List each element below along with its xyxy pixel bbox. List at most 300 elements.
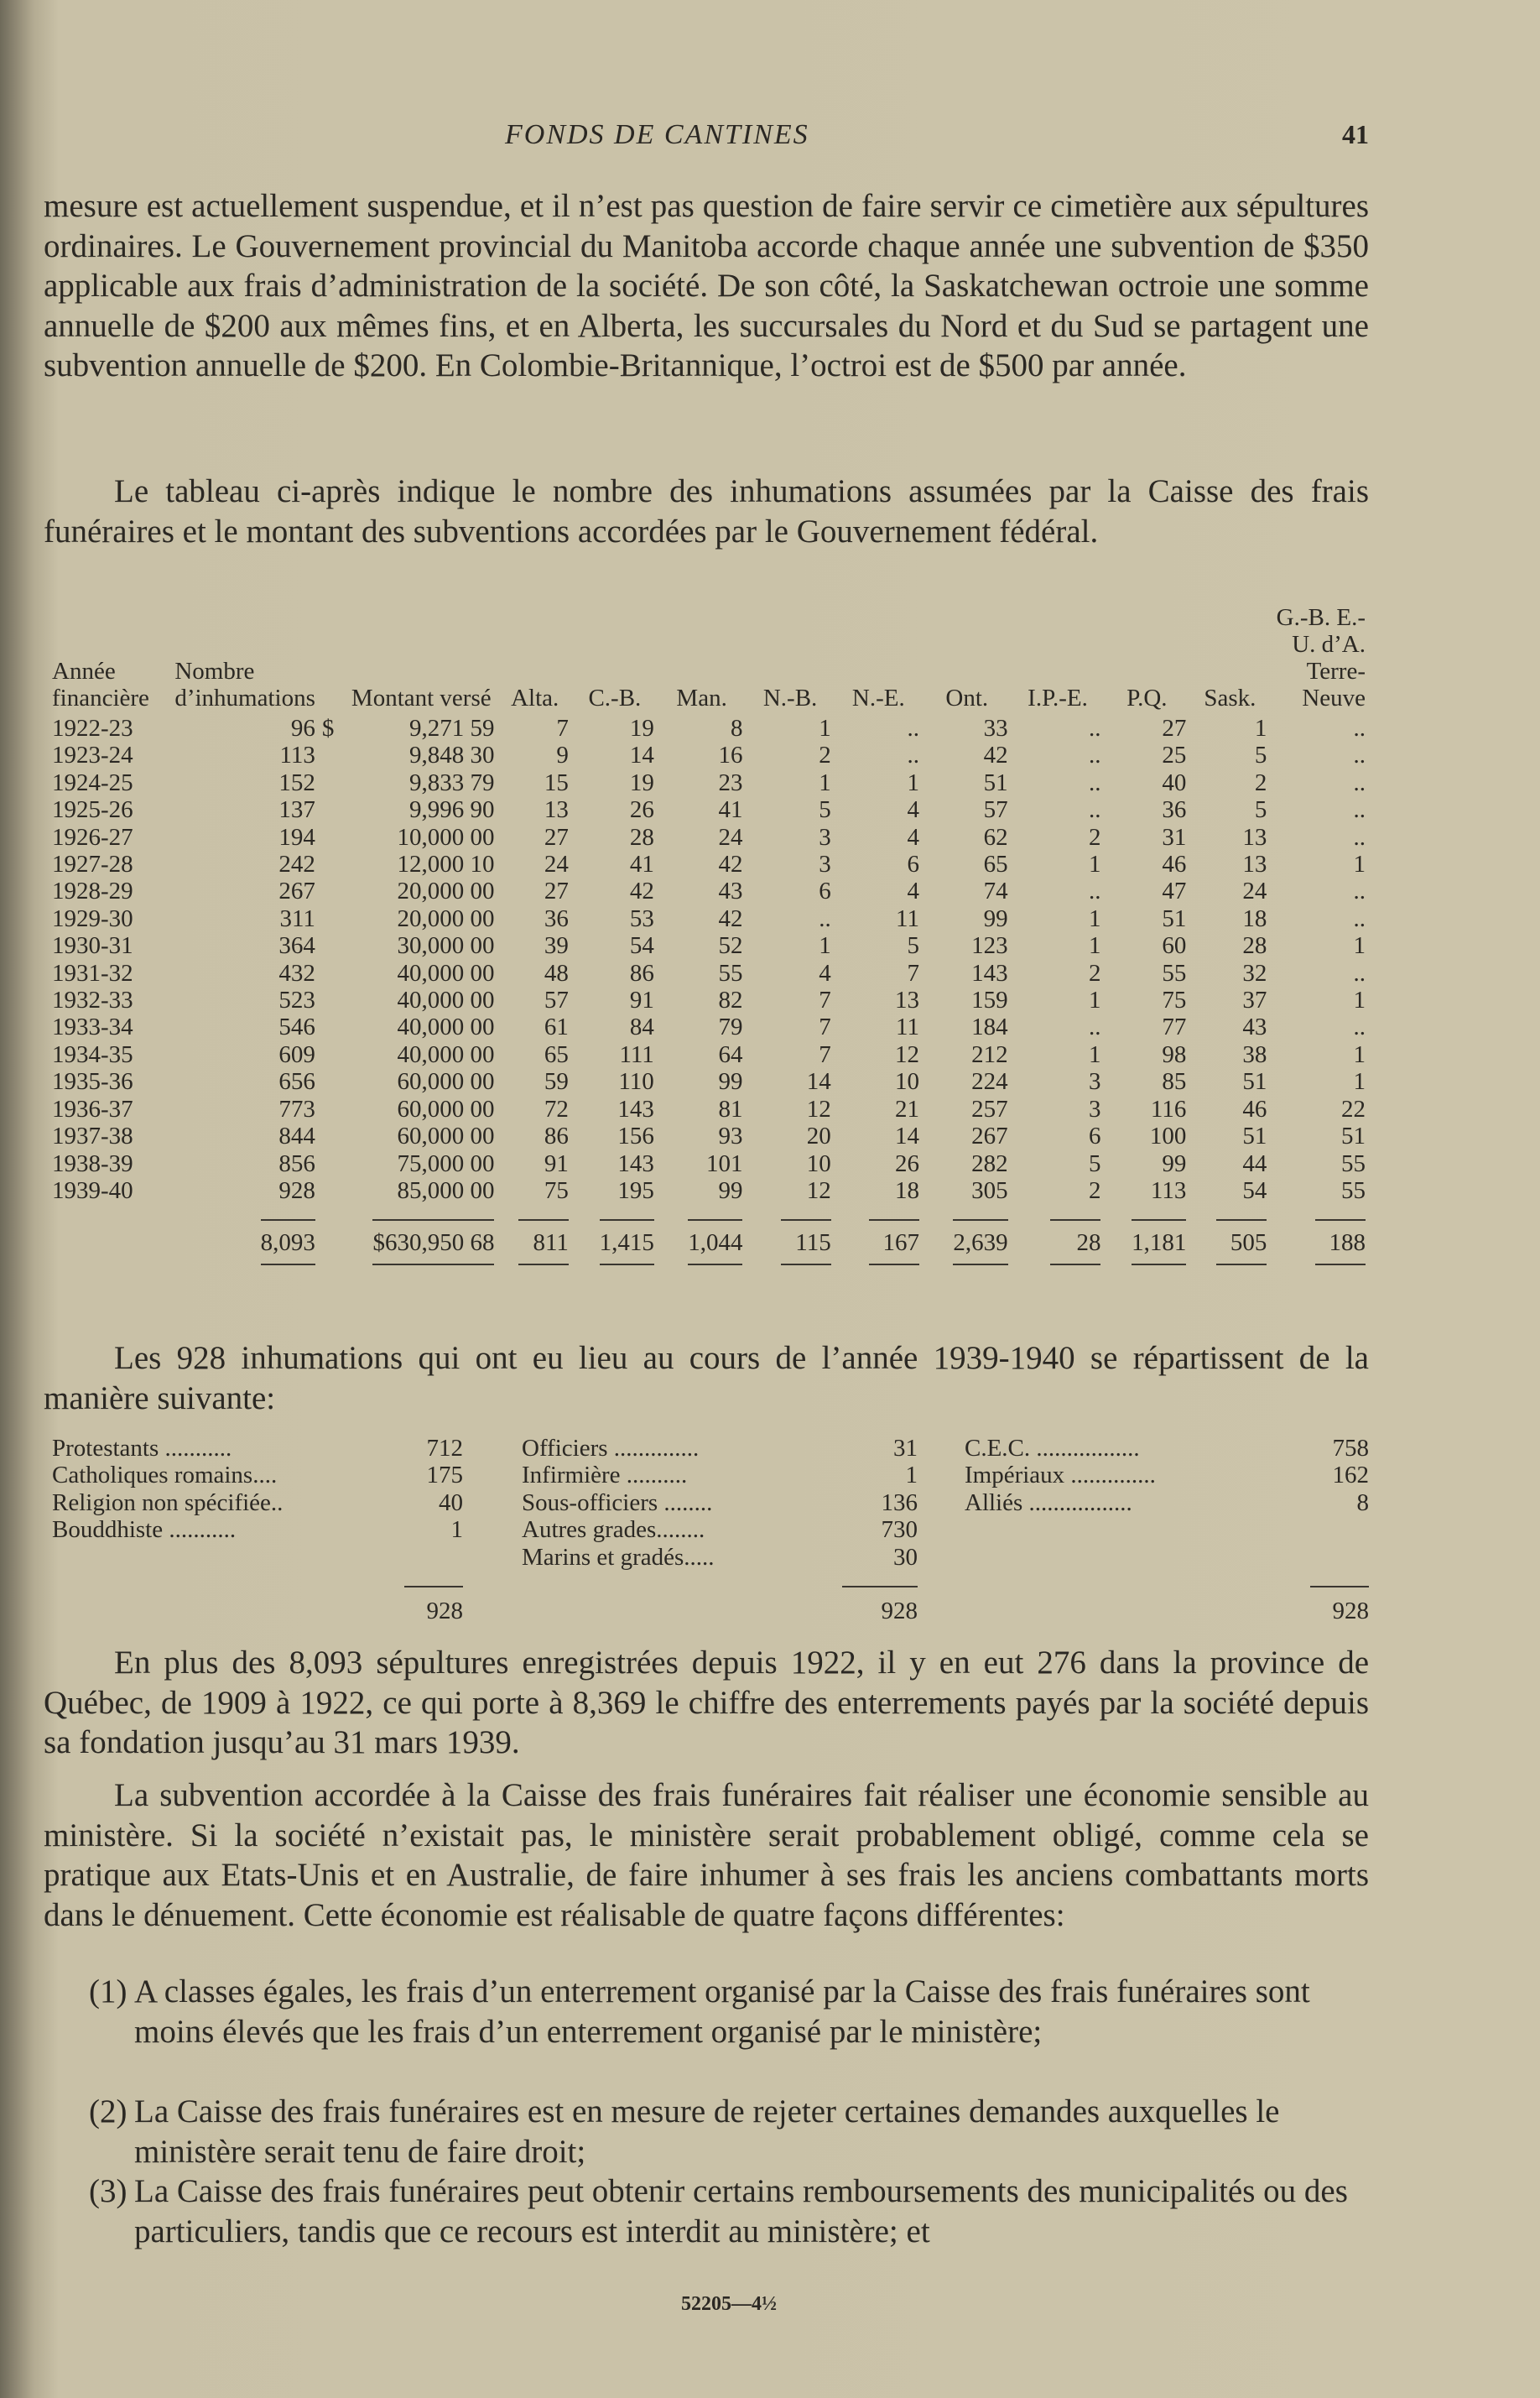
table-cell: 84 — [629, 1014, 654, 1041]
table-header-row — [49, 604, 1369, 715]
table-cell: 27 — [1162, 715, 1187, 742]
table-total-cell — [923, 1204, 1012, 1276]
total-value: 188 — [1315, 1219, 1366, 1264]
paragraph-3: Les 928 inhumations qui ont eu lieu au cours de l’année 1939-1940 se répartissent de la manière suivante: — [44, 1340, 1369, 1416]
total-value: 28 — [1050, 1219, 1100, 1264]
table-cell: 152 — [278, 769, 315, 796]
table-cell: 39 — [544, 932, 569, 960]
table-cell: 13 — [894, 987, 919, 1014]
table-cell: 1922-23 — [52, 715, 133, 742]
table-row — [49, 742, 1369, 769]
distribution-row — [965, 1462, 1369, 1488]
col-header-annee: Année financière — [52, 658, 149, 712]
table-cell: 74 — [983, 878, 1008, 905]
col-header-nombre: Nombre d’inhumations — [174, 658, 315, 712]
table-cell: 1 — [819, 769, 831, 796]
table-cell: 1 — [1353, 932, 1366, 960]
table-cell — [319, 1150, 345, 1177]
table-cell: .. — [819, 904, 831, 932]
table-cell: 26 — [629, 796, 654, 824]
col-header-dollar — [319, 604, 345, 715]
table-cell: 656 — [278, 1068, 315, 1096]
table-cell: 62 — [983, 823, 1008, 851]
table-row — [49, 1123, 1369, 1149]
table-cell: 33 — [983, 715, 1008, 742]
total-value: 1,044 — [688, 1219, 742, 1264]
table-cell: 60,000 00 — [397, 1123, 495, 1150]
list-text: La Caisse des frais funéraires est en mesure de rejeter certaines demandes auxquelles le ministère serait tenu de faire droit; — [134, 2093, 1280, 2170]
running-header — [44, 119, 1369, 153]
total-value: 1,181 — [1132, 1219, 1186, 1264]
list-text: La Caisse des frais funéraires peut obtenir certains remboursements des municipalités ou des particuliers, tandis que ce recours est interdit au ministère; et — [134, 2173, 1348, 2249]
table-cell — [319, 960, 345, 987]
distribution-value: 1 — [450, 1516, 463, 1544]
total-value: $630,950 68 — [372, 1219, 494, 1264]
table-cell: 844 — [278, 1123, 315, 1150]
paragraph-5: La subvention accordée à la Caisse des frais funéraires fait réaliser une économie sensible au ministère. Si la société n’existait pas, le ministère serait probablement obligé, comme cela se pratique aux Etats-Unis et en Australie, de faire inhumer à ses frais les anciens combattants morts dans le dénuement. Cette économie est réalisable de quatre façons différentes: — [44, 1777, 1369, 1933]
table-cell: 116 — [1150, 1095, 1187, 1123]
table-cell: .. — [1353, 1014, 1366, 1041]
table-cell: 25 — [1162, 742, 1187, 769]
table-cell: 51 — [1162, 904, 1187, 932]
table-cell: 64 — [718, 1040, 743, 1068]
table-cell: 1924-25 — [52, 769, 133, 796]
table-cell: .. — [1088, 742, 1101, 769]
table-cell: 311 — [279, 904, 315, 932]
table-total-cell — [319, 1204, 498, 1276]
col-header-gb: G.-B. E.-U. d’A. Terre-Neuve — [1276, 604, 1366, 712]
table-cell: .. — [1088, 878, 1101, 905]
table-cell — [319, 932, 345, 959]
table-cell: .. — [1353, 715, 1366, 742]
table-cell: 1938-39 — [52, 1149, 133, 1177]
table-row — [49, 824, 1369, 851]
table-cell: 111 — [619, 1040, 654, 1068]
table-cell: 40,000 00 — [397, 1014, 495, 1041]
table-cell: 773 — [278, 1095, 315, 1123]
table-cell: 11 — [896, 1014, 919, 1041]
table-cell: 24 — [718, 823, 743, 851]
distribution-label: Officiers .............. — [522, 1435, 700, 1462]
table-cell: 75 — [544, 1176, 569, 1204]
distribution-row — [965, 1489, 1369, 1516]
table-total-cell — [1012, 1204, 1105, 1276]
distribution-value: 730 — [881, 1516, 918, 1544]
table-cell: 242 — [278, 851, 315, 878]
table-cell: 3 — [819, 851, 831, 878]
table-cell: 52 — [718, 932, 743, 960]
table-cell: 1 — [1353, 987, 1366, 1014]
table-cell: 432 — [278, 959, 315, 987]
table-row — [49, 1041, 1369, 1068]
distribution-row — [52, 1489, 463, 1516]
table-cell: 51 — [1341, 1123, 1366, 1150]
table-cell: 364 — [278, 932, 315, 960]
table-cell: 1932-33 — [52, 987, 133, 1014]
table-cell: 305 — [971, 1176, 1008, 1204]
list-item — [89, 2092, 1369, 2171]
distribution-row — [965, 1435, 1369, 1462]
table-cell: 21 — [894, 1095, 919, 1123]
table-cell: $ — [321, 715, 335, 742]
table-cell: 5 — [1254, 742, 1267, 769]
table-cell: 1923-24 — [52, 742, 133, 769]
table-cell: 2 — [1088, 959, 1101, 987]
table-cell: 113 — [1150, 1176, 1187, 1204]
table-cell: 24 — [1242, 878, 1267, 905]
table-cell: 79 — [718, 1014, 743, 1041]
table-cell — [319, 1123, 345, 1149]
total-value: 1,415 — [600, 1219, 654, 1264]
table-cell: 1933-34 — [52, 1014, 133, 1041]
table-cell: 1 — [1088, 987, 1101, 1014]
table-cell — [319, 824, 345, 851]
table-cell — [319, 1068, 345, 1095]
table-cell: 36 — [544, 904, 569, 932]
table-cell: 5 — [1088, 1149, 1101, 1177]
table-cell: 546 — [278, 1014, 315, 1041]
table-cell: 20,000 00 — [397, 904, 495, 932]
table-cell: 1927-28 — [52, 851, 133, 878]
total-value: 167 — [869, 1219, 919, 1264]
table-cell: 110 — [618, 1068, 654, 1096]
table-cell — [319, 796, 345, 823]
table-cell: 14 — [806, 1068, 831, 1096]
table-cell: 18 — [894, 1176, 919, 1204]
table-total-cell — [572, 1204, 658, 1276]
table-cell: 1 — [819, 932, 831, 960]
table-row — [49, 796, 1369, 823]
table-cell: 1928-29 — [52, 878, 133, 905]
table-cell: 1 — [1088, 904, 1101, 932]
table-total-row — [49, 1204, 1369, 1276]
table-cell: 9,996 90 — [408, 796, 495, 824]
table-cell: 156 — [617, 1123, 654, 1150]
table-cell: 1925-26 — [52, 796, 133, 824]
table-cell: 54 — [629, 932, 654, 960]
table-cell: .. — [1088, 796, 1101, 824]
table-cell: 55 — [1341, 1149, 1366, 1177]
table-cell: 195 — [617, 1176, 654, 1204]
table-cell: 20,000 00 — [397, 878, 495, 905]
distribution-label: Catholiques romains.... — [52, 1462, 278, 1489]
table-cell: .. — [1088, 1014, 1101, 1041]
table-total-cell — [171, 1204, 319, 1276]
table-cell: 100 — [1149, 1123, 1187, 1150]
table-cell: 6 — [907, 851, 919, 878]
table-row — [49, 987, 1369, 1014]
table-cell: 57 — [544, 987, 569, 1014]
distribution-value: 162 — [1332, 1462, 1369, 1489]
distribution-row — [522, 1489, 918, 1516]
table-row — [49, 960, 1369, 987]
burials-table — [49, 604, 1369, 1277]
table-cell: 82 — [718, 987, 743, 1014]
table-cell: 12 — [806, 1095, 831, 1123]
table-cell: 2 — [1088, 1176, 1101, 1204]
table-cell: 1930-31 — [52, 932, 133, 960]
table-cell — [319, 1096, 345, 1123]
table-cell: 40 — [1162, 769, 1187, 796]
table-total-cell — [1270, 1204, 1369, 1276]
distribution-row — [52, 1462, 463, 1488]
table-cell: 143 — [971, 959, 1008, 987]
table-cell: 99 — [718, 1068, 743, 1096]
table-cell: 4 — [819, 959, 831, 987]
table-cell: .. — [1353, 878, 1366, 905]
distribution-value: 31 — [893, 1435, 918, 1462]
list-number: (2) — [89, 2093, 127, 2130]
distribution-rank — [522, 1435, 918, 1571]
table-cell: 12 — [806, 1176, 831, 1204]
table-cell: .. — [1353, 823, 1366, 851]
footer-code: 52205—4½ — [681, 2293, 777, 2315]
distribution-value: 1 — [905, 1462, 918, 1489]
table-cell: 212 — [971, 1040, 1008, 1068]
col-header-sask: Sask. — [1204, 685, 1256, 712]
table-cell: 1 — [1088, 851, 1101, 878]
table-cell — [49, 1204, 171, 1276]
paragraph-2: Le tableau ci-après indique le nombre des inhumations assumées par la Caisse des frais funéraires et le montant des subventions accordées par le Gouvernement fédéral. — [44, 473, 1369, 550]
distribution-value: 175 — [426, 1462, 463, 1489]
table-row — [49, 932, 1369, 959]
table-cell: 40,000 00 — [397, 959, 495, 987]
table-cell: 61 — [544, 1014, 569, 1041]
table-cell: 55 — [1162, 959, 1187, 987]
table-cell: 65 — [983, 851, 1008, 878]
table-cell: 1931-32 — [52, 959, 133, 987]
col-header-man: Man. — [676, 685, 727, 712]
table-cell: .. — [907, 742, 919, 769]
table-cell: 12,000 10 — [397, 851, 495, 878]
table-cell: 1 — [1088, 932, 1101, 960]
col-header-nb: N.-B. — [762, 685, 818, 712]
table-cell: 1926-27 — [52, 823, 133, 851]
table-cell: 184 — [971, 1014, 1008, 1041]
table-cell: 26 — [894, 1149, 919, 1177]
table-cell: 85 — [1162, 1068, 1187, 1096]
distribution-value: 712 — [426, 1435, 463, 1462]
table-cell: 43 — [718, 878, 743, 905]
table-cell: 1939-40 — [52, 1176, 133, 1204]
table-cell: 1 — [1353, 1040, 1366, 1068]
table-cell: 86 — [629, 959, 654, 987]
distribution-row — [522, 1544, 918, 1571]
distribution-religion — [52, 1435, 463, 1544]
col-header-ipe: I.P.-E. — [1028, 685, 1088, 712]
table-row — [49, 1150, 1369, 1177]
table-cell: 159 — [971, 987, 1008, 1014]
table-cell: 47 — [1162, 878, 1187, 905]
distribution-label: Infirmière .......... — [522, 1462, 688, 1489]
table-total-cell — [835, 1204, 923, 1276]
table-cell: 60,000 00 — [397, 1095, 495, 1123]
table-cell: 42 — [983, 742, 1008, 769]
col-header-montant: Montant versé — [351, 685, 492, 712]
table-row — [49, 715, 1369, 742]
page-number: 41 — [1342, 119, 1369, 149]
table-cell: 9,271 59 — [408, 715, 495, 742]
table-cell: .. — [1088, 715, 1101, 742]
table-cell: 194 — [278, 823, 315, 851]
table-cell: 60 — [1162, 932, 1187, 960]
table-cell: 1 — [1353, 851, 1366, 878]
table-total-cell — [658, 1204, 747, 1276]
table-cell: 7 — [556, 715, 569, 742]
table-total-cell — [1189, 1204, 1270, 1276]
table-cell: 7 — [819, 1014, 831, 1041]
table-total-cell — [746, 1204, 834, 1276]
table-cell — [319, 851, 345, 878]
distribution-total-religion: 928 — [404, 1586, 463, 1624]
list-number: (1) — [89, 1973, 127, 2010]
table-cell: 91 — [629, 987, 654, 1014]
table-cell: 7 — [819, 987, 831, 1014]
table-cell: .. — [1353, 904, 1366, 932]
table-cell: 1937-38 — [52, 1123, 133, 1150]
table-cell: 10 — [894, 1068, 919, 1096]
table-cell: 5 — [1254, 796, 1267, 824]
table-cell: 2 — [1254, 769, 1267, 796]
table-cell: 101 — [705, 1149, 743, 1177]
table-cell: 143 — [617, 1095, 654, 1123]
table-row — [49, 769, 1369, 796]
table-cell: 24 — [544, 851, 569, 878]
table-cell: 11 — [896, 904, 919, 932]
distribution-label: C.E.C. ................. — [965, 1435, 1140, 1462]
table-cell: 30,000 00 — [397, 932, 495, 960]
total-value: 505 — [1216, 1219, 1267, 1264]
table-row — [49, 1177, 1369, 1204]
table-cell: 93 — [718, 1123, 743, 1150]
table-cell: 27 — [544, 878, 569, 905]
table-cell: .. — [1353, 959, 1366, 987]
table-cell: 32 — [1242, 959, 1267, 987]
table-cell: 99 — [983, 904, 1008, 932]
table-cell: 14 — [894, 1123, 919, 1150]
table-cell: 19 — [629, 769, 654, 796]
distribution-row — [522, 1435, 918, 1462]
table-cell — [319, 769, 345, 796]
table-cell: 523 — [278, 987, 315, 1014]
table-cell: 41 — [629, 851, 654, 878]
table-cell — [319, 1014, 345, 1040]
table-cell: 28 — [629, 823, 654, 851]
table-row — [49, 905, 1369, 932]
table-cell — [319, 1041, 345, 1068]
distribution-total-force: 928 — [1310, 1586, 1369, 1624]
table-cell — [319, 987, 345, 1014]
list-number: (3) — [89, 2173, 127, 2209]
table-cell: 3 — [1088, 1095, 1101, 1123]
table-cell: 1 — [819, 715, 831, 742]
table-cell: 5 — [819, 796, 831, 824]
table-cell: 137 — [278, 796, 315, 824]
table-cell: 9,833 79 — [408, 769, 495, 796]
table-cell: 43 — [1242, 1014, 1267, 1041]
distribution-label: Alliés ................. — [965, 1488, 1132, 1516]
table-cell: 22 — [1341, 1095, 1366, 1123]
table-cell: 42 — [629, 878, 654, 905]
total-value: 115 — [781, 1219, 831, 1264]
table-cell: .. — [1088, 769, 1101, 796]
table-cell: 1 — [907, 769, 919, 796]
table-cell: 267 — [278, 878, 315, 905]
distribution-row — [522, 1462, 918, 1488]
distribution-row — [52, 1516, 463, 1543]
distribution-value: 40 — [439, 1488, 463, 1516]
table-cell: 4 — [907, 796, 919, 824]
table-cell: 44 — [1242, 1149, 1267, 1177]
table-cell: 75 — [1162, 987, 1187, 1014]
table-cell — [319, 742, 345, 769]
table-cell: 55 — [718, 959, 743, 987]
col-header-alta: Alta. — [511, 685, 559, 712]
table-cell: 81 — [718, 1095, 743, 1123]
table-cell: 143 — [617, 1149, 654, 1177]
table-cell: 1934-35 — [52, 1040, 133, 1068]
table-row — [49, 1096, 1369, 1123]
list-item — [89, 2171, 1369, 2251]
table-cell: 57 — [983, 796, 1008, 824]
table-cell: 113 — [279, 742, 315, 769]
table-cell: .. — [907, 715, 919, 742]
distribution-label: Bouddhiste ........... — [52, 1516, 237, 1544]
distribution-label: Sous-officiers ........ — [522, 1488, 713, 1516]
table-cell: 257 — [971, 1095, 1008, 1123]
table-cell: 27 — [544, 823, 569, 851]
table-cell: 928 — [278, 1176, 315, 1204]
table-cell: 6 — [819, 878, 831, 905]
table-cell: 2 — [1088, 823, 1101, 851]
distribution-value: 758 — [1332, 1435, 1369, 1462]
table-cell: 60,000 00 — [397, 1068, 495, 1096]
table-cell: 85,000 00 — [397, 1176, 495, 1204]
table-cell: 4 — [907, 823, 919, 851]
table-cell: 1 — [1353, 1068, 1366, 1096]
table-cell: 4 — [907, 878, 919, 905]
table-cell: 75,000 00 — [397, 1149, 495, 1177]
table-row — [49, 1068, 1369, 1095]
table-cell: 51 — [983, 769, 1008, 796]
table-cell: 40,000 00 — [397, 987, 495, 1014]
col-header-pq: P.Q. — [1126, 685, 1168, 712]
table-cell: 19 — [629, 715, 654, 742]
total-value: 2,639 — [953, 1219, 1007, 1264]
table-cell: 20 — [806, 1123, 831, 1150]
table-cell: .. — [1353, 742, 1366, 769]
table-cell: 13 — [1242, 823, 1267, 851]
table-cell: 18 — [1242, 904, 1267, 932]
table-cell: 13 — [1242, 851, 1267, 878]
table-row — [49, 1014, 1369, 1040]
distribution-label: Religion non spécifiée.. — [52, 1488, 284, 1516]
table-cell: 15 — [544, 769, 569, 796]
table-cell — [319, 905, 345, 932]
col-header-cb: C.-B. — [588, 685, 642, 712]
col-header-ont: Ont. — [945, 685, 989, 712]
distribution-label: Autres grades........ — [522, 1516, 705, 1544]
distribution-value: 136 — [881, 1488, 918, 1516]
distribution-label: Protestants ........... — [52, 1435, 232, 1462]
table-cell: 37 — [1242, 987, 1267, 1014]
distribution-total-rank: 928 — [842, 1586, 918, 1624]
table-cell: 28 — [1242, 932, 1267, 960]
table-cell: 5 — [907, 932, 919, 960]
distribution-value: 8 — [1356, 1488, 1369, 1516]
paragraph-4: En plus des 8,093 sépultures enregistrées depuis 1922, il y en eut 276 dans la province de Québec, de 1909 à 1922, ce qui porte à 8,369 le chiffre des enterrements payés par la société depuis sa fondation jusqu’au 31 mars 1939. — [44, 1645, 1369, 1760]
table-cell: 53 — [629, 904, 654, 932]
